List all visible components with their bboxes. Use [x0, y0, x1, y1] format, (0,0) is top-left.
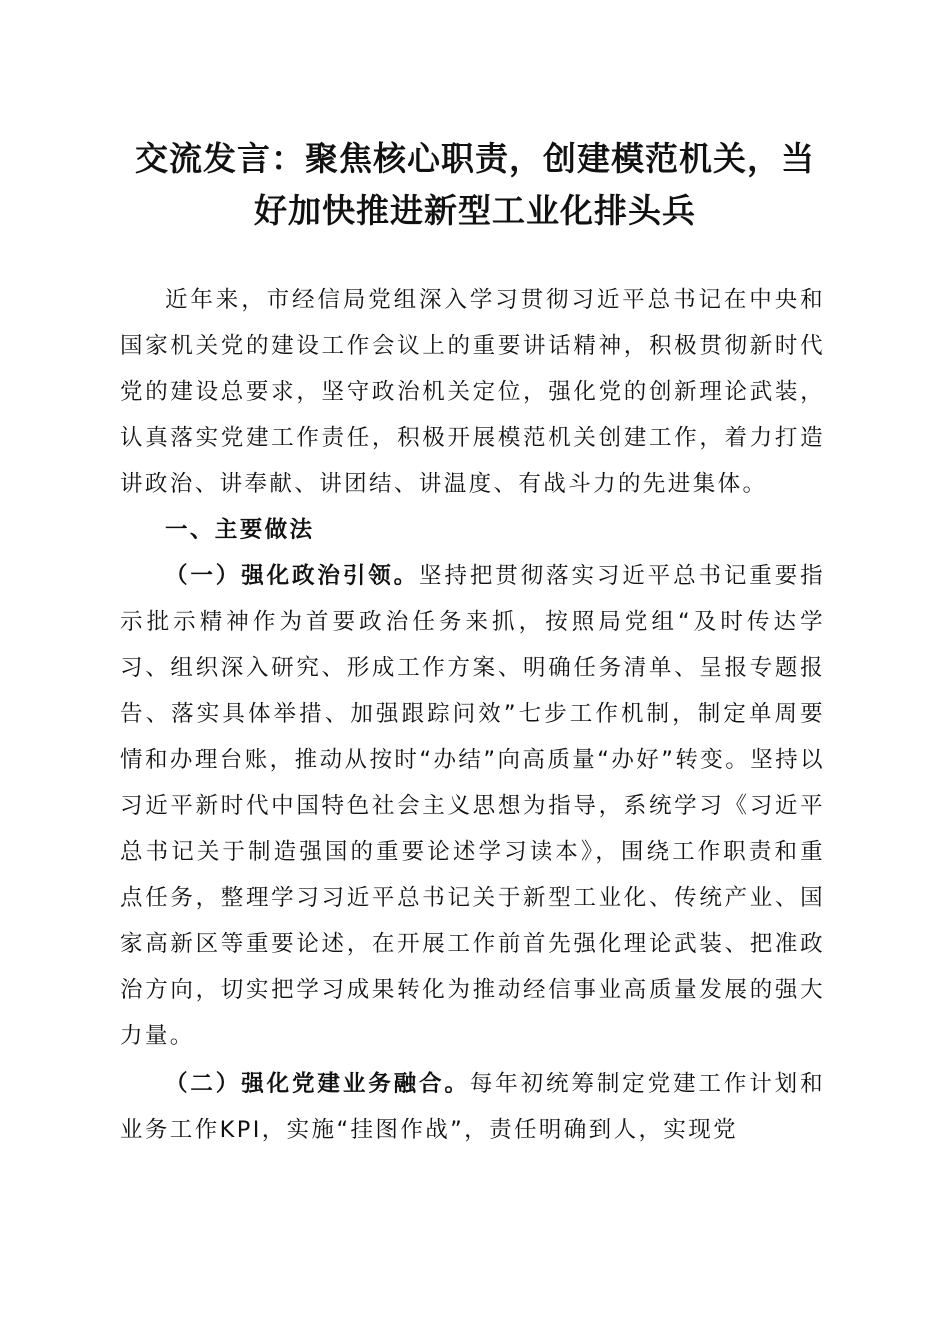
item-2-lead: （二）强化党建业务融合。 — [165, 1071, 470, 1097]
item-1-paragraph — [120, 553, 825, 1059]
document-title — [100, 133, 850, 237]
item-2-paragraph — [120, 1061, 825, 1153]
section-heading-main-practices: 一、主要做法 — [165, 517, 315, 543]
item-1-lead: （一）强化政治引领。 — [165, 563, 420, 589]
title-line-1: 交流发言：聚焦核心职责，创建模范机关，当 — [135, 139, 815, 178]
intro-paragraph: 近年来，市经信局党组深入学习贯彻习近平总书记在中央和国家机关党的建设工作会议上的重要讲话精神，积极贯彻新时代党的建设总要求，坚守政治机关定位，强化党的创新理论武装，认真落实党建工作责任，积极开展模范机关创建工作，着力打造讲政治、讲奉献、讲团结、讲温度、有战斗力的先进集体。 — [120, 287, 825, 497]
item-2-body: 每年初统筹制定党建工作计划和业务工作KPI，实施“挂图作战”，责任明确到人，实现党 — [120, 1071, 825, 1143]
title-line-2: 好加快推进新型工业化排头兵 — [254, 191, 696, 230]
item-1-body: 坚持把贯彻落实习近平总书记重要指示批示精神作为首要政治任务来抓，按照局党组“及时传达学习、组织深入研究、形成工作方案、明确任务清单、呈报专题报告、落实具体举措、加强跟踪问效”七步工作机制，制定单周要情和办理台账，推动从按时“办结”向高质量“办好”转变。坚持以习近平新时代中国特色社会主义思想为指导，系统学习《习近平总书记关于制造强国的重要论述学习读本》，围绕工作职责和重点任务，整理学习习近平总书记关于新型工业化、传统产业、国家高新区等重要论述，在开展工作前首先强化理论武装、把准政治方向，切实把学习成果转化为推动经信事业高质量发展的强大力量。 — [120, 563, 825, 1049]
document-body — [120, 277, 825, 1153]
